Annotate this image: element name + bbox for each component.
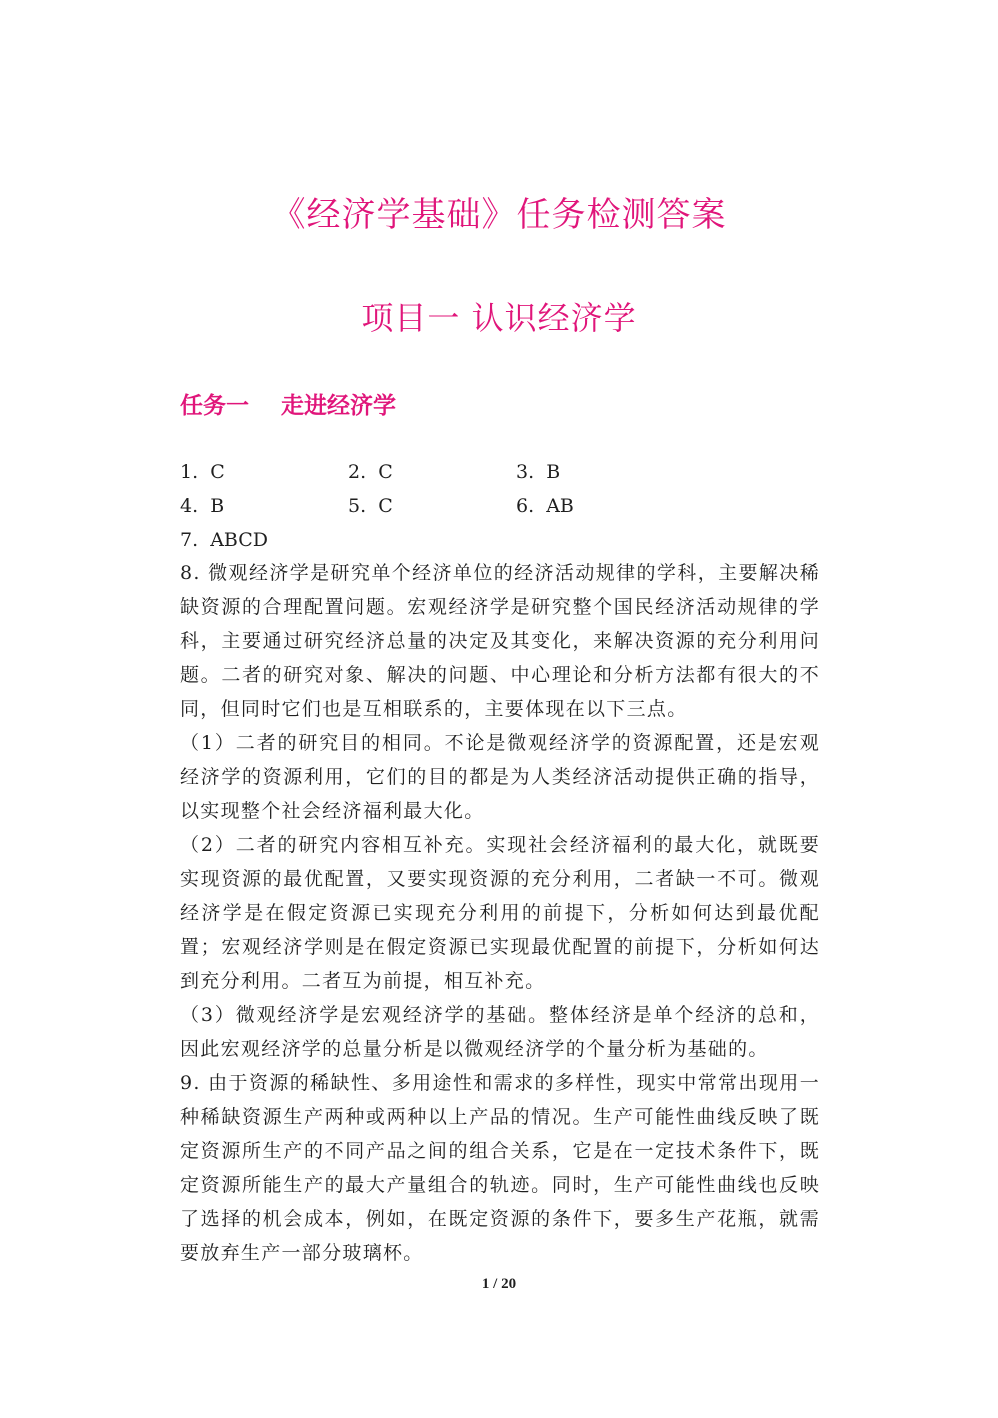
answer-item: 1. C [180, 461, 225, 483]
multiple-choice-answers [180, 455, 820, 557]
answer-paragraph: （2）二者的研究内容相互补充。实现社会经济福利的最大化，就既要实现资源的最优配置，又要实现资源的充分利用，二者缺一不可。微观经济学是在假定资源已实现充分利用的前提下，分析如何达到最优配置；宏观经济学则是在假定资源已实现最优配置的前提下，分析如何达到充分利用。二者互为前提，相互补充。 [180, 834, 820, 992]
answer-item: 4. B [180, 495, 225, 517]
answer-row [180, 455, 820, 489]
answer-item: 7. ABCD [180, 529, 269, 551]
answer-item: 3. B [516, 461, 561, 483]
answer-item: 6. AB [516, 495, 574, 517]
page-number: 1 / 20 [481, 1276, 517, 1292]
answer-paragraph: 9. 由于资源的稀缺性、多用途性和需求的多样性，现实中常常出现用一种稀缺资源生产两种或两种以上产品的情况。生产可能性曲线反映了既定资源所生产的不同产品之间的组合关系，它是在一定技术条件下，既定资源所能生产的最大产量组合的轨迹。同时，生产可能性曲线也反映了选择的机会成本，例如，在既定资源的条件下，要多生产花瓶，就需要放弃生产一部分玻璃杯。 [180, 1072, 820, 1264]
answer-paragraph: 8. 微观经济学是研究单个经济单位的经济活动规律的学科，主要解决稀缺资源的合理配置问题。宏观经济学是研究整个国民经济活动规律的学科，主要通过研究经济总量的决定及其变化，来解决资源的充分利用问题。二者的研究对象、解决的问题、中心理论和分析方法都有很大的不同，但同时它们也是互相联系的，主要体现在以下三点。 [180, 562, 820, 720]
project-title: 项目一 认识经济学 [361, 299, 637, 337]
answer-body [180, 556, 820, 1270]
answer-item: 5. C [348, 495, 393, 517]
answer-row [180, 523, 820, 557]
task-title: 任务一 走进经济学 [180, 393, 397, 419]
answer-row [180, 489, 820, 523]
answer-paragraph: （3）微观经济学是宏观经济学的基础。整体经济是单个经济的总和，因此宏观经济学的总量分析是以微观经济学的个量分析为基础的。 [180, 1004, 820, 1060]
answer-item: 2. C [348, 461, 393, 483]
document-title: 《经济学基础》任务检测答案 [271, 195, 727, 235]
answer-paragraph: （1）二者的研究目的相同。不论是微观经济学的资源配置，还是宏观经济学的资源利用，它们的目的都是为人类经济活动提供正确的指导，以实现整个社会经济福利最大化。 [180, 732, 820, 822]
